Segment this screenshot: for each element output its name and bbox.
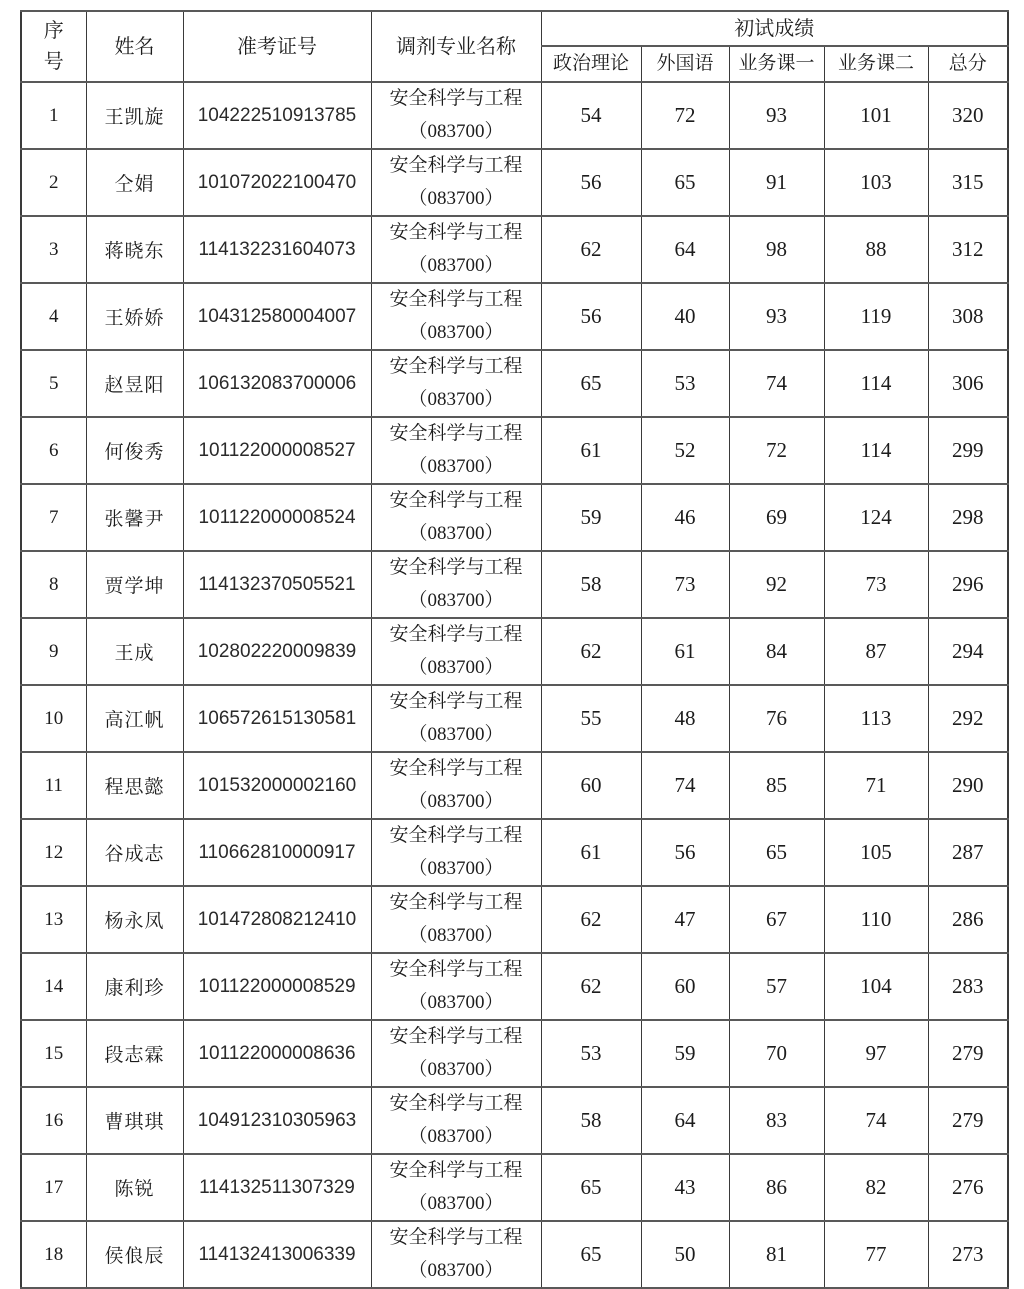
cell-course2: 114 bbox=[824, 350, 928, 417]
cell-major-line1: 安全科学与工程 bbox=[389, 222, 523, 244]
cell-politics: 65 bbox=[541, 350, 641, 417]
cell-course1: 83 bbox=[729, 1087, 824, 1154]
cell-index: 4 bbox=[21, 283, 86, 350]
header-index-label: 序号 bbox=[43, 19, 64, 73]
table-row bbox=[21, 484, 1008, 551]
cell-index: 8 bbox=[21, 551, 86, 618]
cell-major-line1: 安全科学与工程 bbox=[389, 959, 523, 981]
table-row bbox=[21, 551, 1008, 618]
cell-ticket: 104222510913785 bbox=[183, 82, 371, 149]
cell-name: 程思懿 bbox=[86, 752, 183, 819]
cell-total: 296 bbox=[928, 551, 1008, 618]
cell-major bbox=[371, 216, 541, 283]
cell-foreign: 74 bbox=[641, 752, 729, 819]
cell-ticket: 106572615130581 bbox=[183, 685, 371, 752]
cell-major-line2: （083700） bbox=[408, 857, 504, 879]
cell-course1: 74 bbox=[729, 350, 824, 417]
header-row-top bbox=[21, 11, 1008, 46]
cell-politics: 56 bbox=[541, 149, 641, 216]
cell-politics: 62 bbox=[541, 618, 641, 685]
cell-total: 292 bbox=[928, 685, 1008, 752]
cell-course1: 76 bbox=[729, 685, 824, 752]
cell-politics: 65 bbox=[541, 1221, 641, 1288]
cell-total: 298 bbox=[928, 484, 1008, 551]
table-row bbox=[21, 953, 1008, 1020]
cell-major-line2: （083700） bbox=[408, 1259, 504, 1281]
header-foreign: 外国语 bbox=[641, 46, 729, 82]
cell-foreign: 60 bbox=[641, 953, 729, 1020]
cell-course2: 105 bbox=[824, 819, 928, 886]
cell-course1: 84 bbox=[729, 618, 824, 685]
cell-name: 张馨尹 bbox=[86, 484, 183, 551]
cell-major-line1: 安全科学与工程 bbox=[389, 1093, 523, 1115]
cell-index: 2 bbox=[21, 149, 86, 216]
cell-index: 1 bbox=[21, 82, 86, 149]
table-row bbox=[21, 216, 1008, 283]
cell-course1: 69 bbox=[729, 484, 824, 551]
cell-total: 308 bbox=[928, 283, 1008, 350]
cell-course2: 87 bbox=[824, 618, 928, 685]
cell-politics: 58 bbox=[541, 1087, 641, 1154]
score-table bbox=[20, 10, 1009, 1289]
cell-name: 侯俍辰 bbox=[86, 1221, 183, 1288]
cell-course1: 93 bbox=[729, 82, 824, 149]
cell-foreign: 52 bbox=[641, 417, 729, 484]
cell-ticket: 114132511307329 bbox=[183, 1154, 371, 1221]
cell-course1: 67 bbox=[729, 886, 824, 953]
cell-foreign: 59 bbox=[641, 1020, 729, 1087]
cell-course2: 74 bbox=[824, 1087, 928, 1154]
cell-total: 290 bbox=[928, 752, 1008, 819]
cell-index: 13 bbox=[21, 886, 86, 953]
table-row bbox=[21, 1221, 1008, 1288]
cell-course1: 98 bbox=[729, 216, 824, 283]
cell-major-line2: （083700） bbox=[408, 790, 504, 812]
cell-major-line2: （083700） bbox=[408, 120, 504, 142]
table-row bbox=[21, 886, 1008, 953]
cell-ticket: 104312580004007 bbox=[183, 283, 371, 350]
cell-politics: 53 bbox=[541, 1020, 641, 1087]
cell-major bbox=[371, 752, 541, 819]
cell-course2: 110 bbox=[824, 886, 928, 953]
cell-major bbox=[371, 618, 541, 685]
table-row bbox=[21, 350, 1008, 417]
cell-course2: 71 bbox=[824, 752, 928, 819]
cell-total: 279 bbox=[928, 1020, 1008, 1087]
cell-politics: 56 bbox=[541, 283, 641, 350]
cell-major bbox=[371, 886, 541, 953]
cell-major bbox=[371, 82, 541, 149]
cell-total: 287 bbox=[928, 819, 1008, 886]
cell-major-line2: （083700） bbox=[408, 522, 504, 544]
cell-course2: 88 bbox=[824, 216, 928, 283]
cell-politics: 58 bbox=[541, 551, 641, 618]
cell-name: 康利珍 bbox=[86, 953, 183, 1020]
cell-major bbox=[371, 149, 541, 216]
cell-foreign: 56 bbox=[641, 819, 729, 886]
cell-major bbox=[371, 1020, 541, 1087]
cell-foreign: 64 bbox=[641, 216, 729, 283]
cell-course2: 103 bbox=[824, 149, 928, 216]
cell-index: 9 bbox=[21, 618, 86, 685]
cell-foreign: 53 bbox=[641, 350, 729, 417]
header-score-group: 初试成绩 bbox=[541, 11, 1008, 46]
cell-major-line1: 安全科学与工程 bbox=[389, 825, 523, 847]
cell-total: 294 bbox=[928, 618, 1008, 685]
cell-major-line2: （083700） bbox=[408, 656, 504, 678]
cell-name: 段志霖 bbox=[86, 1020, 183, 1087]
cell-index: 6 bbox=[21, 417, 86, 484]
cell-course1: 57 bbox=[729, 953, 824, 1020]
cell-ticket: 106132083700006 bbox=[183, 350, 371, 417]
table-row bbox=[21, 618, 1008, 685]
table-row bbox=[21, 417, 1008, 484]
cell-major bbox=[371, 1154, 541, 1221]
cell-major-line1: 安全科学与工程 bbox=[389, 88, 523, 110]
table-row bbox=[21, 819, 1008, 886]
cell-politics: 54 bbox=[541, 82, 641, 149]
cell-major-line1: 安全科学与工程 bbox=[389, 691, 523, 713]
header-total: 总分 bbox=[928, 46, 1008, 82]
table-body bbox=[21, 82, 1008, 1288]
cell-major-line1: 安全科学与工程 bbox=[389, 892, 523, 914]
cell-index: 7 bbox=[21, 484, 86, 551]
header-course1: 业务课一 bbox=[729, 46, 824, 82]
table-row bbox=[21, 685, 1008, 752]
cell-foreign: 43 bbox=[641, 1154, 729, 1221]
cell-politics: 59 bbox=[541, 484, 641, 551]
cell-ticket: 101122000008524 bbox=[183, 484, 371, 551]
cell-name: 高江帆 bbox=[86, 685, 183, 752]
table-header bbox=[21, 11, 1008, 82]
cell-major bbox=[371, 1087, 541, 1154]
cell-course2: 119 bbox=[824, 283, 928, 350]
cell-index: 3 bbox=[21, 216, 86, 283]
cell-major-line2: （083700） bbox=[408, 321, 504, 343]
cell-course2: 73 bbox=[824, 551, 928, 618]
cell-total: 315 bbox=[928, 149, 1008, 216]
cell-name: 陈锐 bbox=[86, 1154, 183, 1221]
cell-course2: 101 bbox=[824, 82, 928, 149]
cell-foreign: 61 bbox=[641, 618, 729, 685]
cell-course2: 77 bbox=[824, 1221, 928, 1288]
cell-politics: 55 bbox=[541, 685, 641, 752]
cell-total: 306 bbox=[928, 350, 1008, 417]
cell-major-line1: 安全科学与工程 bbox=[389, 289, 523, 311]
cell-name: 何俊秀 bbox=[86, 417, 183, 484]
cell-index: 12 bbox=[21, 819, 86, 886]
cell-major-line1: 安全科学与工程 bbox=[389, 557, 523, 579]
cell-major bbox=[371, 283, 541, 350]
cell-index: 18 bbox=[21, 1221, 86, 1288]
cell-major-line1: 安全科学与工程 bbox=[389, 1227, 523, 1249]
cell-name: 贾学坤 bbox=[86, 551, 183, 618]
cell-major bbox=[371, 417, 541, 484]
cell-name: 王娇娇 bbox=[86, 283, 183, 350]
cell-major bbox=[371, 350, 541, 417]
cell-major-line1: 安全科学与工程 bbox=[389, 624, 523, 646]
cell-politics: 65 bbox=[541, 1154, 641, 1221]
cell-index: 16 bbox=[21, 1087, 86, 1154]
cell-course1: 92 bbox=[729, 551, 824, 618]
header-major: 调剂专业名称 bbox=[371, 11, 541, 82]
cell-total: 320 bbox=[928, 82, 1008, 149]
cell-major-line2: （083700） bbox=[408, 254, 504, 276]
cell-major-line2: （083700） bbox=[408, 723, 504, 745]
cell-foreign: 64 bbox=[641, 1087, 729, 1154]
cell-foreign: 40 bbox=[641, 283, 729, 350]
cell-foreign: 72 bbox=[641, 82, 729, 149]
cell-foreign: 50 bbox=[641, 1221, 729, 1288]
cell-ticket: 102802220009839 bbox=[183, 618, 371, 685]
cell-major-line2: （083700） bbox=[408, 1125, 504, 1147]
cell-course2: 82 bbox=[824, 1154, 928, 1221]
cell-major-line1: 安全科学与工程 bbox=[389, 1160, 523, 1182]
cell-major bbox=[371, 1221, 541, 1288]
cell-ticket: 114132413006339 bbox=[183, 1221, 371, 1288]
table-row bbox=[21, 149, 1008, 216]
cell-politics: 61 bbox=[541, 819, 641, 886]
cell-name: 仝娟 bbox=[86, 149, 183, 216]
cell-ticket: 104912310305963 bbox=[183, 1087, 371, 1154]
table-row bbox=[21, 1154, 1008, 1221]
cell-total: 286 bbox=[928, 886, 1008, 953]
header-index bbox=[21, 11, 86, 82]
cell-major bbox=[371, 551, 541, 618]
cell-course1: 86 bbox=[729, 1154, 824, 1221]
cell-major-line1: 安全科学与工程 bbox=[389, 1026, 523, 1048]
table-row bbox=[21, 752, 1008, 819]
cell-total: 279 bbox=[928, 1087, 1008, 1154]
cell-major-line2: （083700） bbox=[408, 991, 504, 1013]
cell-name: 王凯旋 bbox=[86, 82, 183, 149]
cell-major-line1: 安全科学与工程 bbox=[389, 423, 523, 445]
cell-name: 蒋晓东 bbox=[86, 216, 183, 283]
cell-major-line1: 安全科学与工程 bbox=[389, 356, 523, 378]
cell-course1: 70 bbox=[729, 1020, 824, 1087]
cell-course1: 81 bbox=[729, 1221, 824, 1288]
cell-course2: 113 bbox=[824, 685, 928, 752]
cell-course2: 114 bbox=[824, 417, 928, 484]
cell-name: 谷成志 bbox=[86, 819, 183, 886]
header-ticket: 准考证号 bbox=[183, 11, 371, 82]
cell-ticket: 101122000008527 bbox=[183, 417, 371, 484]
cell-ticket: 101122000008529 bbox=[183, 953, 371, 1020]
cell-name: 杨永凤 bbox=[86, 886, 183, 953]
cell-course2: 124 bbox=[824, 484, 928, 551]
cell-foreign: 46 bbox=[641, 484, 729, 551]
header-name: 姓名 bbox=[86, 11, 183, 82]
cell-major bbox=[371, 953, 541, 1020]
cell-major bbox=[371, 685, 541, 752]
cell-major-line2: （083700） bbox=[408, 455, 504, 477]
cell-index: 5 bbox=[21, 350, 86, 417]
cell-major-line2: （083700） bbox=[408, 388, 504, 410]
cell-total: 283 bbox=[928, 953, 1008, 1020]
cell-total: 312 bbox=[928, 216, 1008, 283]
cell-politics: 62 bbox=[541, 953, 641, 1020]
cell-index: 17 bbox=[21, 1154, 86, 1221]
table-row bbox=[21, 1020, 1008, 1087]
cell-major-line1: 安全科学与工程 bbox=[389, 758, 523, 780]
cell-ticket: 101472808212410 bbox=[183, 886, 371, 953]
cell-ticket: 101072022100470 bbox=[183, 149, 371, 216]
cell-major-line1: 安全科学与工程 bbox=[389, 490, 523, 512]
cell-major-line2: （083700） bbox=[408, 187, 504, 209]
cell-major bbox=[371, 819, 541, 886]
cell-course2: 104 bbox=[824, 953, 928, 1020]
cell-politics: 60 bbox=[541, 752, 641, 819]
cell-major-line1: 安全科学与工程 bbox=[389, 155, 523, 177]
cell-foreign: 48 bbox=[641, 685, 729, 752]
cell-course1: 72 bbox=[729, 417, 824, 484]
cell-index: 11 bbox=[21, 752, 86, 819]
cell-name: 王成 bbox=[86, 618, 183, 685]
cell-politics: 62 bbox=[541, 216, 641, 283]
cell-politics: 61 bbox=[541, 417, 641, 484]
table-row bbox=[21, 283, 1008, 350]
cell-ticket: 101122000008636 bbox=[183, 1020, 371, 1087]
header-politics: 政治理论 bbox=[541, 46, 641, 82]
cell-ticket: 110662810000917 bbox=[183, 819, 371, 886]
cell-course1: 85 bbox=[729, 752, 824, 819]
cell-course1: 93 bbox=[729, 283, 824, 350]
cell-name: 赵昱阳 bbox=[86, 350, 183, 417]
cell-total: 276 bbox=[928, 1154, 1008, 1221]
cell-course1: 91 bbox=[729, 149, 824, 216]
cell-major-line2: （083700） bbox=[408, 589, 504, 611]
header-course2: 业务课二 bbox=[824, 46, 928, 82]
cell-course2: 97 bbox=[824, 1020, 928, 1087]
cell-ticket: 101532000002160 bbox=[183, 752, 371, 819]
cell-ticket: 114132231604073 bbox=[183, 216, 371, 283]
cell-index: 10 bbox=[21, 685, 86, 752]
cell-politics: 62 bbox=[541, 886, 641, 953]
table-row bbox=[21, 1087, 1008, 1154]
cell-name: 曹琪琪 bbox=[86, 1087, 183, 1154]
cell-ticket: 114132370505521 bbox=[183, 551, 371, 618]
cell-foreign: 65 bbox=[641, 149, 729, 216]
cell-foreign: 73 bbox=[641, 551, 729, 618]
table-row bbox=[21, 82, 1008, 149]
cell-total: 299 bbox=[928, 417, 1008, 484]
cell-major-line2: （083700） bbox=[408, 1192, 504, 1214]
cell-course1: 65 bbox=[729, 819, 824, 886]
cell-major-line2: （083700） bbox=[408, 1058, 504, 1080]
cell-index: 14 bbox=[21, 953, 86, 1020]
cell-total: 273 bbox=[928, 1221, 1008, 1288]
cell-index: 15 bbox=[21, 1020, 86, 1087]
cell-major bbox=[371, 484, 541, 551]
cell-major-line2: （083700） bbox=[408, 924, 504, 946]
cell-foreign: 47 bbox=[641, 886, 729, 953]
